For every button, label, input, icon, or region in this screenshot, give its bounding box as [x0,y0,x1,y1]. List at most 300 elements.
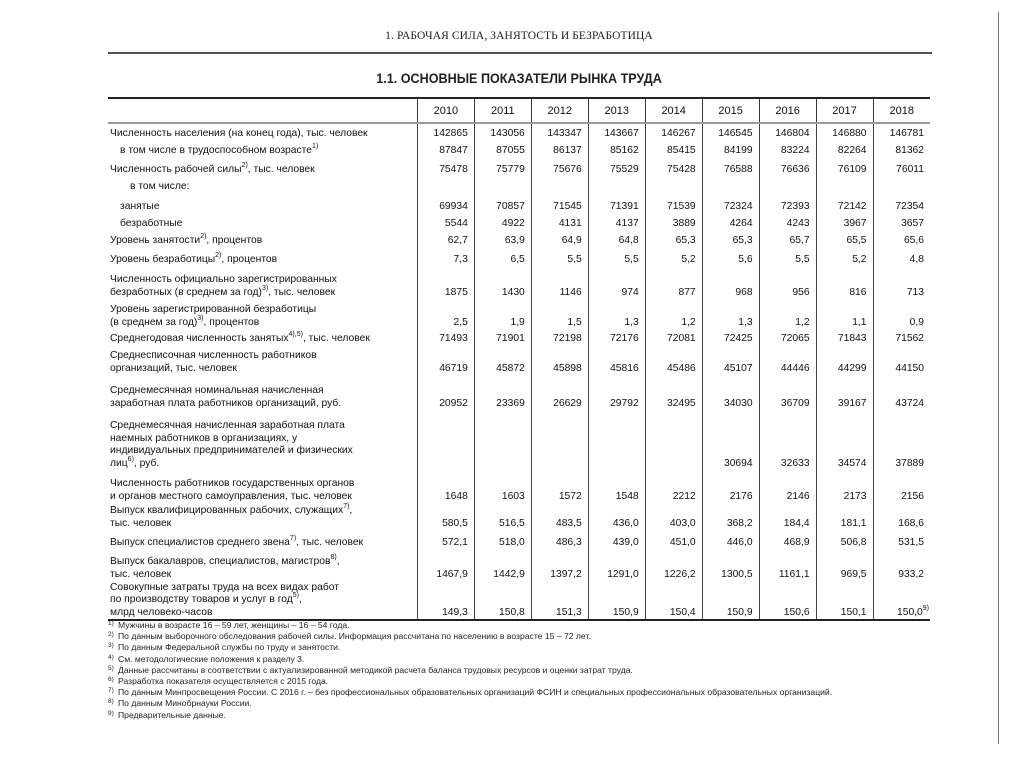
value-cell-2011 [474,247,531,266]
cell-value: 142865 [433,127,468,139]
cell-value: 483,5 [555,517,582,529]
value-cell-2010 [417,247,474,266]
table-row [108,230,930,247]
cell-value: 72425 [723,332,753,344]
cell-value: 64,9 [561,234,582,246]
value-cell-2015 [702,549,759,581]
cell-value: 3967 [843,217,867,229]
value-cell-2018 [873,503,930,530]
cell-value: 1603 [501,490,525,502]
row-label-line: Среднегодовая численность занятых [110,332,289,344]
value-cell-2017 [816,549,873,581]
cell-value: 45816 [610,362,639,374]
value-cell-2015 [702,503,759,530]
value-cell-2010 [417,230,474,247]
cell-value: 4131 [558,217,582,229]
value-cell-2016 [759,530,816,549]
value-cell-2015 [702,329,759,345]
row-label-line: Численность официально зарегистрированных [110,274,337,285]
cell-value: 87847 [439,144,468,156]
cell-value: 506,8 [840,536,867,548]
value-cell-2010 [417,549,474,581]
value-cell-2016 [759,176,816,193]
footnotes [108,620,930,721]
cell-value: 44150 [895,362,924,374]
year-header-2011: 2011 [474,98,531,123]
table-row [108,157,930,176]
value-cell-2015 [702,530,759,549]
cell-value: 974 [621,286,639,298]
year-header-2014: 2014 [645,98,702,123]
row-label [108,470,417,503]
value-cell-2013 [588,470,645,503]
cell-value: 969,5 [840,568,867,580]
value-cell-2012 [531,375,588,410]
cell-value: 5,2 [681,253,696,265]
row-label-line: наемных работников в организациях, у [110,432,298,444]
footnote-text: Предварительные данные. [118,709,226,720]
cell-value: 5,5 [795,253,810,265]
cell-value: 1648 [444,490,468,502]
header-rule [108,52,932,54]
value-cell-2018 [873,410,930,470]
value-cell-2016 [759,549,816,581]
cell-value: 436,0 [612,517,639,529]
value-cell-2015 [702,266,759,299]
cell-value: 75676 [553,163,582,175]
cell-value: 76011 [896,163,924,175]
footnote-number: 3) [108,642,114,650]
cell-value: 451,0 [669,536,696,548]
cell-value: 76588 [723,163,753,175]
cell-value: 85415 [667,144,696,156]
table-row [108,345,930,375]
value-cell-2017 [816,345,873,375]
value-cell-2016 [759,193,816,213]
value-cell-2015 [702,470,759,503]
footnote-text: Данные рассчитаны в соответствии с актуализированной методикой расчета баланса трудовых ресурсов и оценки затрат труда. [118,664,633,675]
value-cell-2012 [531,213,588,230]
value-cell-2016 [759,247,816,266]
cell-value: 72142 [837,200,867,212]
row-label-line: Среднесписочная численность работников [110,350,317,361]
value-cell-2010 [417,375,474,410]
row-label [108,549,417,581]
cell-value: 65,5 [846,234,867,246]
table-row [108,213,930,230]
footnote-ref: 2) [241,161,248,169]
cell-value: 143347 [547,127,582,139]
table-row [108,176,930,193]
row-label-line: в том числе: [130,180,190,192]
value-cell-2018 [873,530,930,549]
running-head: 1. РАБОЧАЯ СИЛА, ЗАНЯТОСТЬ И БЕЗРАБОТИЦА [385,30,653,42]
cell-value: 968 [735,286,753,298]
value-cell-2017 [816,230,873,247]
value-cell-2014 [645,123,702,140]
value-cell-2018 [873,329,930,345]
value-cell-2014 [645,375,702,410]
cell-value: 44299 [837,362,867,374]
value-cell-2016 [759,213,816,230]
footnote-text: По данным Федеральной службы по труду и занятости. [118,642,341,653]
year-header-2018: 2018 [873,98,930,123]
cell-value: 146267 [661,127,696,139]
cell-value: 71391 [610,200,639,212]
value-cell-2014 [645,140,702,157]
cell-value: 1875 [444,286,468,298]
value-cell-2011 [474,375,531,410]
cell-value: 45107 [723,362,753,374]
value-cell-2010 [417,345,474,375]
cell-value: 72176 [610,332,639,344]
footnote-text: По данным выборочного обследования рабочей силы. Информация рассчитана по населению в возрасте 15 – 72 лет. [118,631,591,642]
value-cell-2010 [417,193,474,213]
value-cell-2014 [645,470,702,503]
table-row [108,193,930,213]
row-label-line: безработные [120,217,183,229]
value-cell-2018 [873,213,930,230]
value-cell-2018 [873,230,930,247]
value-cell-2015 [702,247,759,266]
row-label [108,266,417,299]
value-cell-2010 [417,329,474,345]
footnote-number: 6) [108,676,114,684]
cell-value: 150,0 [896,606,923,618]
cell-value: 5,5 [567,253,582,265]
cell-value: 32633 [780,457,810,469]
value-cell-2011 [474,176,531,193]
cell-value: 37889 [895,457,924,469]
value-cell-2013 [588,193,645,213]
value-cell-2018 [873,193,930,213]
cell-value: 75428 [667,163,696,175]
value-cell-2014 [645,299,702,329]
row-label-suffix: , тыс. человек [268,286,336,298]
row-label [108,581,417,620]
cell-value: 572,1 [442,536,468,548]
cell-value: 149,3 [442,606,468,618]
cell-value: 956 [792,286,810,298]
table-row [108,375,930,410]
cell-value: 5,6 [738,253,753,265]
table-row [108,123,930,140]
cell-value: 150,9 [612,606,639,618]
cell-value: 30694 [723,457,753,469]
row-label-suffix: , процентов [206,234,263,246]
row-label-line: заработная плата работников организаций, руб. [110,397,342,409]
row-label-line: Выпуск квалифицированных рабочих, служащих [110,505,344,516]
cell-value: 71539 [667,200,696,212]
value-cell-2012 [531,123,588,140]
cell-value: 86137 [553,144,582,156]
value-cell-2010 [417,581,474,620]
cell-value: 43724 [895,397,924,409]
row-label [108,213,417,230]
row-label [108,329,417,345]
row-label [108,375,417,410]
cell-value: 1,3 [738,316,753,328]
value-cell-2016 [759,581,816,620]
table-row [108,549,930,581]
footnote [108,676,930,687]
value-cell-2018 [873,345,930,375]
cell-value: 39167 [837,397,867,409]
cell-value: 2146 [786,490,810,502]
row-label [108,530,417,549]
footnote-number: 1) [108,620,114,627]
table-title: 1.1. ОСНОВНЫЕ ПОКАЗАТЕЛИ РЫНКА ТРУДА [376,70,662,86]
cell-value: 75779 [496,163,525,175]
cell-value: 877 [678,286,696,298]
value-cell-2011 [474,123,531,140]
cell-value: 151,3 [555,606,582,618]
value-cell-2013 [588,581,645,620]
cell-value: 72081 [667,332,696,344]
row-label-suffix: , [299,594,302,605]
value-cell-2015 [702,213,759,230]
value-cell-2015 [702,193,759,213]
value-cell-2013 [588,299,645,329]
footnote-text: По данным Минпросвещения России. С 2016 г. – без профессиональных образовательных организаций ФСИН и специальных профессиональных образовательных организаций. [118,687,833,698]
value-cell-2017 [816,140,873,157]
value-cell-2011 [474,157,531,176]
value-cell-2011 [474,470,531,503]
footnote [108,665,930,676]
cell-value: 2156 [901,490,924,502]
footnote-number: 2) [108,631,114,639]
footnote-number: 8) [108,698,114,706]
cell-value: 29792 [610,397,639,409]
footnote-number: 7) [108,687,114,695]
value-cell-2017 [816,176,873,193]
cell-value: 69934 [439,200,468,212]
cell-value: 26629 [553,397,582,409]
row-label-line: Уровень занятости [110,234,201,246]
cell-value: 446,0 [726,536,753,548]
value-cell-2011 [474,230,531,247]
cell-value: 45872 [496,362,525,374]
value-cell-2010 [417,530,474,549]
cell-value: 150,9 [726,606,753,618]
value-cell-2010 [417,299,474,329]
value-cell-2013 [588,329,645,345]
cell-value: 34030 [723,397,753,409]
value-cell-2016 [759,329,816,345]
value-cell-2014 [645,176,702,193]
value-cell-2016 [759,157,816,176]
value-cell-2013 [588,230,645,247]
cell-value: 6,5 [510,253,525,265]
cell-value: 23369 [496,397,525,409]
table-row [108,530,930,549]
value-cell-2013 [588,410,645,470]
footnote [108,631,930,642]
value-cell-2011 [474,549,531,581]
cell-value: 4,8 [909,253,924,265]
value-cell-2013 [588,345,645,375]
value-cell-2018 [873,470,930,503]
value-cell-2016 [759,410,816,470]
footnote [108,710,930,721]
cell-value: 64,8 [618,234,639,246]
footnote-ref: 2) [215,251,222,259]
value-cell-2015 [702,123,759,140]
value-cell-2017 [816,470,873,503]
row-label [108,247,417,266]
value-cell-2015 [702,299,759,329]
value-cell-2010 [417,410,474,470]
footnote-number: 5) [108,664,114,672]
value-cell-2010 [417,503,474,530]
cell-value: 75529 [610,163,639,175]
row-label-line: безработных (в среднем за год) [110,286,262,298]
cell-value: 1397,2 [550,568,582,580]
value-cell-2011 [474,140,531,157]
cell-value: 1,3 [624,316,639,328]
value-cell-2017 [816,266,873,299]
row-label-line: (в среднем за год) [110,316,198,328]
value-cell-2013 [588,140,645,157]
value-cell-2012 [531,140,588,157]
cell-value: 486,3 [555,536,582,548]
cell-value: 76109 [837,163,867,175]
cell-value: 1548 [615,490,639,502]
cell-value: 1442,9 [493,568,525,580]
row-label-line: Выпуск бакалавров, специалистов, магистров [110,556,331,567]
value-cell-2013 [588,247,645,266]
row-label [108,193,417,213]
cell-value: 75478 [439,163,468,175]
value-cell-2012 [531,266,588,299]
value-cell-2015 [702,375,759,410]
row-label-line: в том числе в трудоспособном возрасте [120,144,312,156]
cell-value: 84199 [723,144,753,156]
cell-value: 83224 [780,144,810,156]
value-cell-2012 [531,157,588,176]
value-cell-2014 [645,193,702,213]
cell-value: 32495 [667,397,696,409]
value-cell-2017 [816,193,873,213]
cell-value: 1,2 [795,316,810,328]
year-header-2012: 2012 [531,98,588,123]
cell-value: 933,2 [898,568,924,580]
value-cell-2017 [816,247,873,266]
cell-value: 368,2 [726,517,753,529]
row-label [108,176,417,193]
cell-value: 150,6 [783,606,810,618]
cell-value: 518,0 [499,536,525,548]
cell-value: 439,0 [612,536,639,548]
cell-value: 1161,1 [778,568,810,580]
footnote-text: Разработка показателя осуществляется с 2015 года. [118,676,329,687]
row-label [108,345,417,375]
cell-value: 1146 [559,286,582,298]
value-cell-2017 [816,157,873,176]
row-label-line: Среднемесячная начисленная заработная плата [110,420,345,431]
cell-value: 76636 [780,163,810,175]
footnote-ref: 3) [261,284,269,292]
cell-value: 62,7 [447,234,468,246]
value-cell-2011 [474,345,531,375]
table-row [108,247,930,266]
cell-value: 71562 [895,332,924,344]
value-cell-2014 [645,247,702,266]
value-cell-2017 [816,299,873,329]
value-cell-2015 [702,157,759,176]
cell-value: 65,3 [675,234,696,246]
cell-value: 70857 [496,200,525,212]
value-cell-2011 [474,503,531,530]
value-cell-2015 [702,176,759,193]
cell-value: 146781 [889,127,924,139]
table-row [108,581,930,620]
cell-value: 2,5 [453,316,468,328]
row-label [108,157,417,176]
row-label [108,503,417,530]
table-row [108,299,930,329]
value-cell-2011 [474,266,531,299]
cell-value: 150,4 [669,606,696,618]
value-cell-2010 [417,266,474,299]
row-label-line: по производству товаров и услуг в год [110,594,293,605]
cell-value: 468,9 [783,536,810,548]
value-cell-2018 [873,176,930,193]
header-indicator-cell [108,98,417,123]
table-row [108,140,930,157]
value-cell-2015 [702,230,759,247]
table-row [108,266,930,299]
cell-value: 168,6 [898,517,924,529]
value-cell-2012 [531,230,588,247]
value-cell-2013 [588,123,645,140]
footnote-ref: 1) [311,142,319,150]
table-row [108,329,930,345]
row-label-line: индивидуальных предпринимателей и физических [110,445,353,456]
cell-value: 181,1 [840,517,867,529]
footnote [108,620,930,631]
row-label-line: Уровень безработицы [110,253,216,265]
row-label-suffix: , [349,505,353,516]
row-label-line: и органов местного самоуправления, тыс. человек [110,490,352,502]
cell-value: 531,5 [898,536,924,548]
value-cell-2016 [759,299,816,329]
row-label [108,410,417,470]
value-cell-2012 [531,503,588,530]
value-cell-2017 [816,329,873,345]
value-cell-2011 [474,329,531,345]
cell-value: 403,0 [669,517,696,529]
cell-value: 1,1 [852,316,867,328]
year-header-2013: 2013 [588,98,645,123]
cell-value: 5544 [444,217,468,229]
value-cell-2010 [417,140,474,157]
row-label [108,140,417,157]
value-cell-2012 [531,530,588,549]
value-cell-2017 [816,530,873,549]
value-cell-2013 [588,375,645,410]
value-cell-2014 [645,230,702,247]
cell-value: 5,2 [852,253,867,265]
footnote-ref: 7) [289,534,297,542]
cell-value: 7,3 [453,253,468,265]
cell-value: 2176 [729,490,753,502]
cell-value: 72393 [780,200,810,212]
cell-value: 1226,2 [664,568,696,580]
cell-value: 71493 [439,332,468,344]
value-cell-2012 [531,549,588,581]
row-label [108,230,417,247]
